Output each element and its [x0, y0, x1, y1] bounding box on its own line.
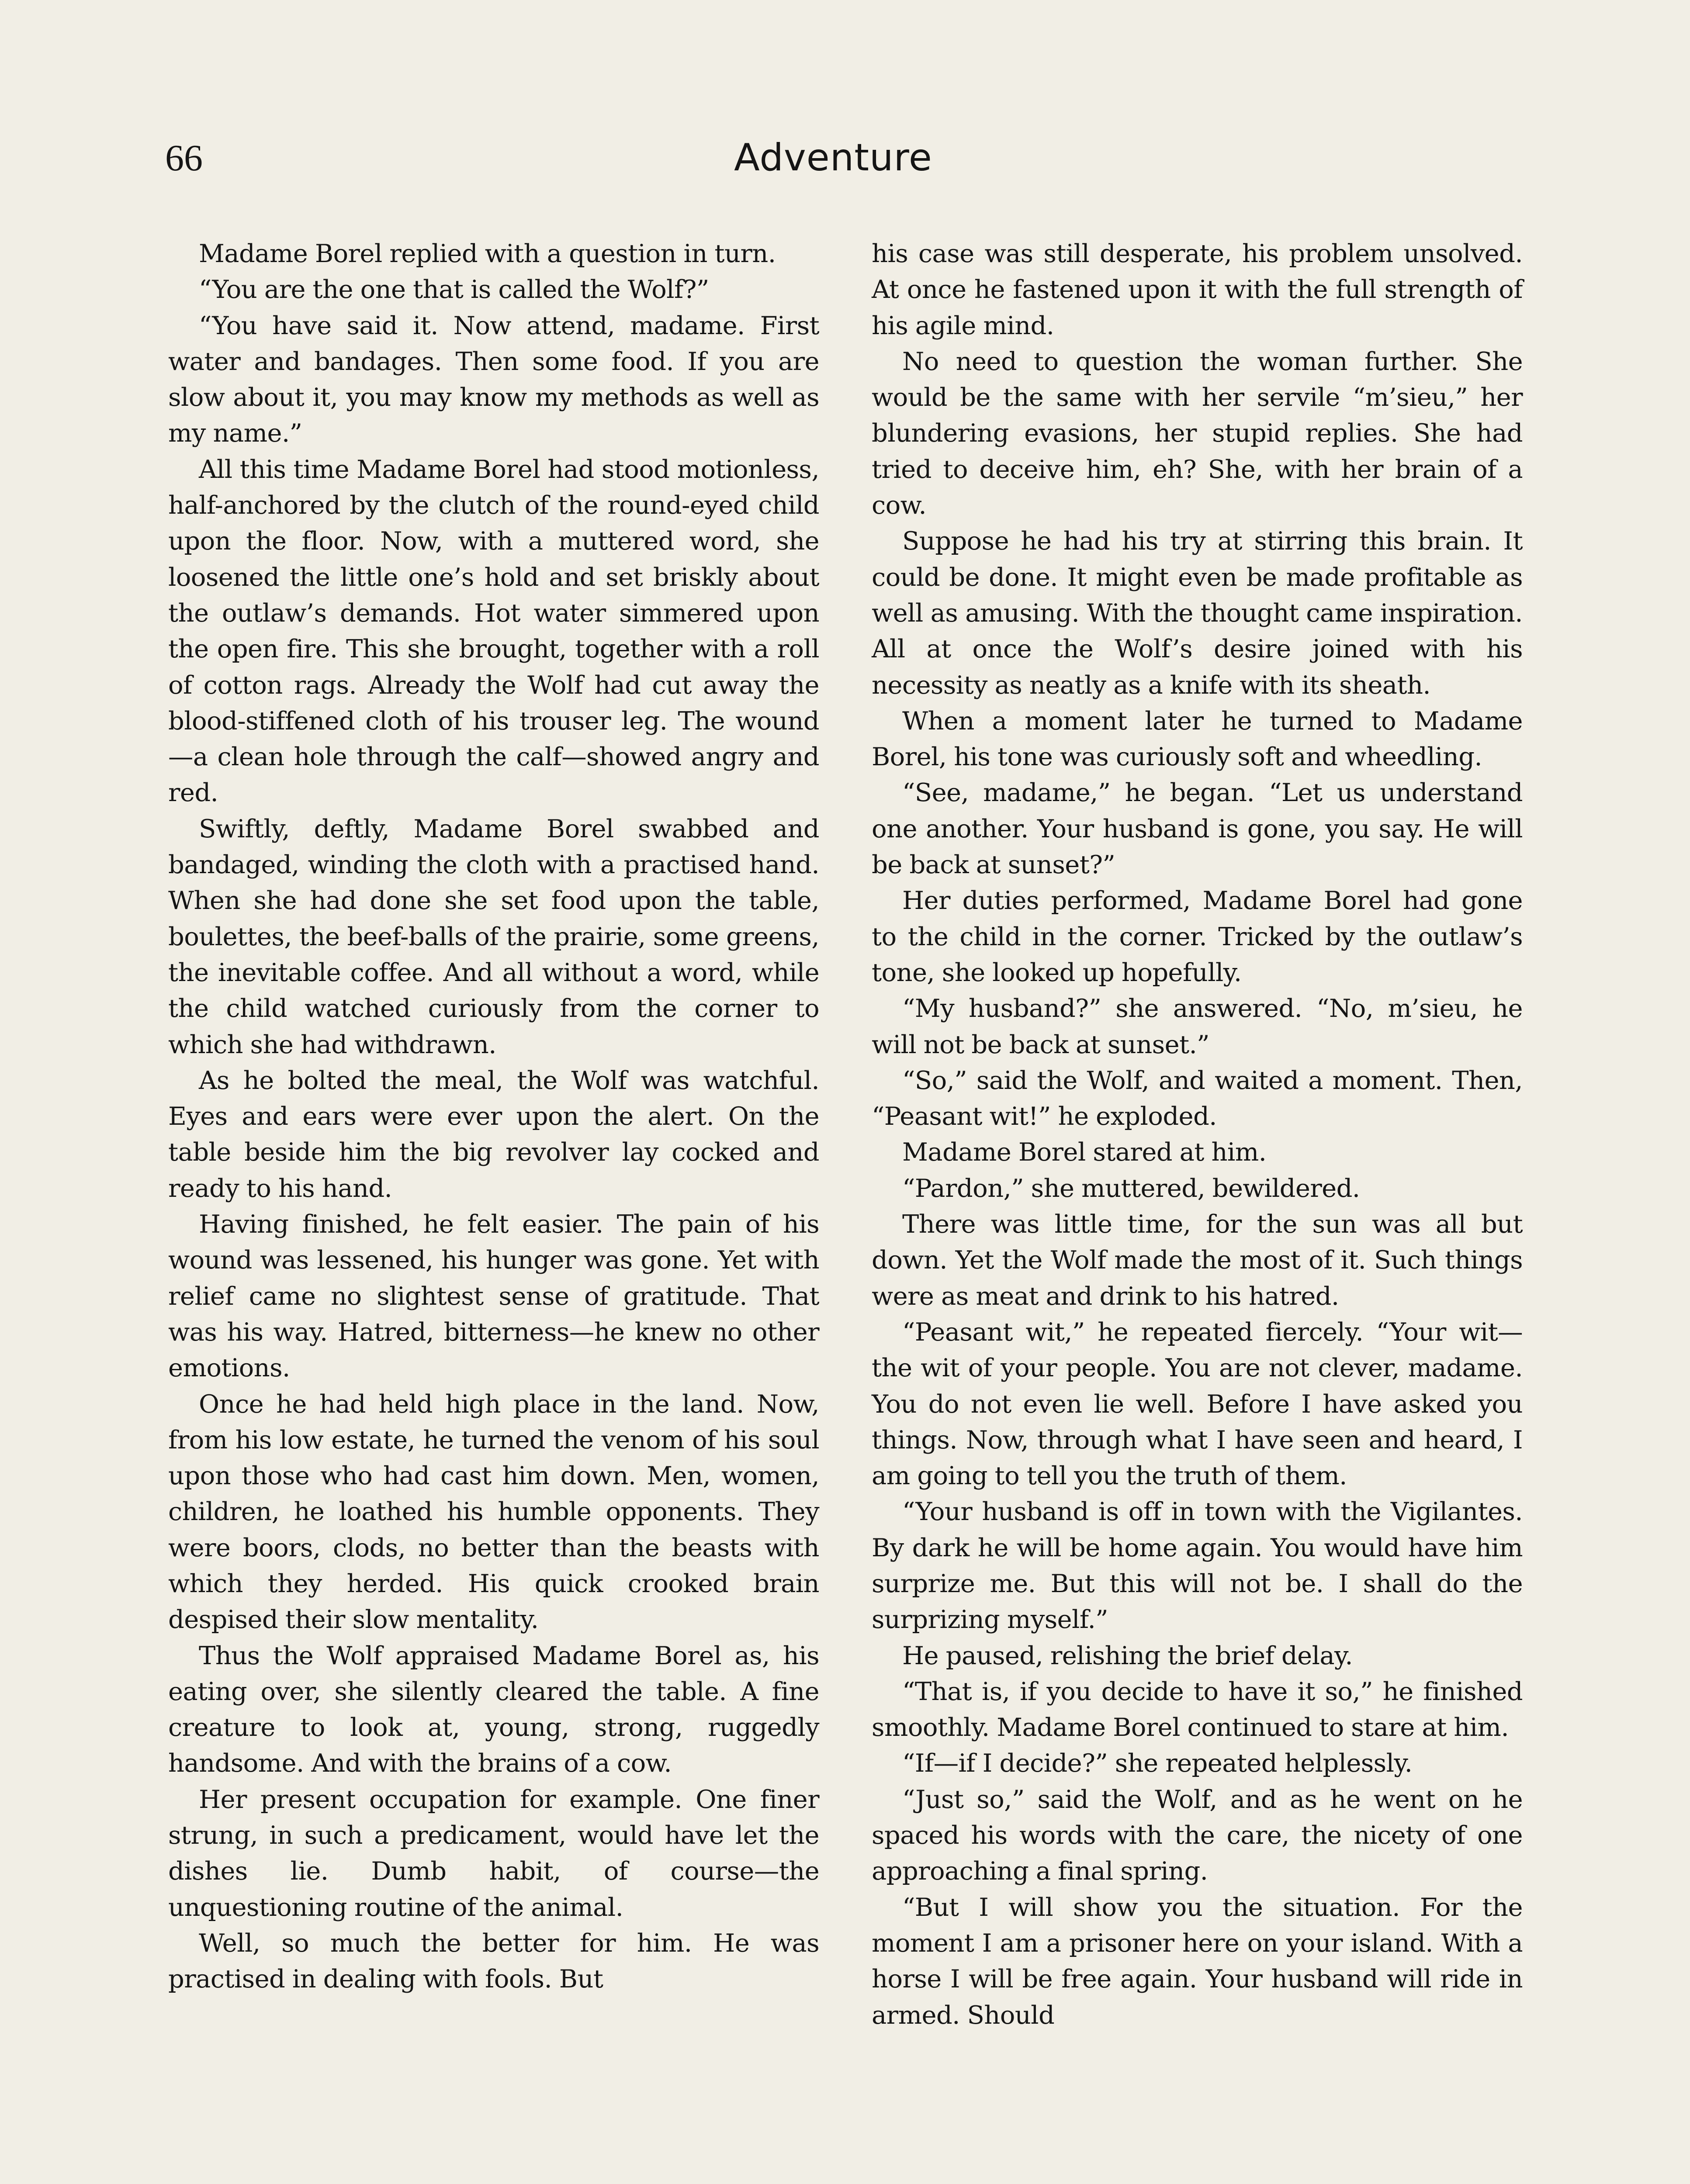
paragraph: All this time Madame Borel had stood motionless, half-anchored by the clutch of the round-eyed child upon the floor. Now, with a muttered word, she loosened the little one’s hold and set briskly about the outlaw’s demands. Hot water simmered upon the open fire. This she brought, together with a roll of cotton rags. Already the Wolf had cut away the blood-stiffened cloth of his trouser leg. The wound—a clean hole through the calf—showed angry and red. [168, 454, 819, 808]
paragraph: Her present occupation for example. One finer strung, in such a predicament, would have let the dishes lie. Dumb habit, of course—the unquestioning routine of the animal. [168, 1784, 819, 1922]
paragraph: Having finished, he felt easier. The pain of his wound was lessened, his hunger was gone. Yet with relief came no slightest sense of gratitude. That was his way. Hatred, bitterness—he knew no other emotions. [168, 1209, 819, 1383]
paragraph: Suppose he had his try at stirring this brain. It could be done. It might even be made profitable as well as amusing. With the thought came inspiration. All at once the Wolf’s desire joined with his necessity as neatly as a knife with its sheath. [872, 526, 1523, 700]
page-number: 66 [165, 137, 203, 179]
paragraph: Her duties performed, Madame Borel had gone to the child in the corner. Tricked by the outlaw’s tone, she looked up hopefully. [872, 886, 1523, 987]
right-column [872, 236, 1523, 2033]
paragraph: “You have said it. Now attend, madame. First water and bandages. Then some food. If you are slow about it, you may know my methods as well as my name.” [168, 311, 819, 448]
paragraph: Swiftly, deftly, Madame Borel swabbed and bandaged, winding the cloth with a practised hand. When she had done she set food upon the table, boulettes, the beef-balls of the prairie, some greens, the inevitable coffee. And all without a word, while the child watched curiously from the corner to which she had withdrawn. [168, 814, 819, 1059]
paragraph: “Just so,” said the Wolf, and as he went on he spaced his words with the care, the nicety of one approaching a final spring. [872, 1784, 1523, 1886]
paragraph: Once he had held high place in the land. Now, from his low estate, he turned the venom of his soul upon those who had cast him down. Men, women, children, he loathed his humble opponents. They were boors, clods, no better than the beasts with which they herded. His quick crooked brain despised their slow mentality. [168, 1389, 819, 1635]
paragraph: Well, so much the better for him. He was practised in dealing with fools. But [168, 1928, 819, 1994]
running-head-title: Adventure [734, 136, 932, 180]
paragraph: “Peasant wit,” he repeated fiercely. “Your wit—the wit of your people. You are not clever, madame. You do not even lie well. Before I have asked you things. Now, through what I have seen and heard, I am going to tell you the truth of them. [872, 1317, 1523, 1491]
paragraph: “If—if I decide?” she repeated helplessly. [902, 1749, 1413, 1778]
paragraph: Thus the Wolf appraised Madame Borel as, his eating over, she silently cleared the table. A fine creature to look at, young, strong, ruggedly handsome. And with the brains of a cow. [168, 1641, 819, 1778]
paragraph: “But I will show you the situation. For the moment I am a prisoner here on your island. With a horse I will be free again. Your husband will ride in armed. Should [872, 1892, 1523, 2030]
paragraph: “That is, if you decide to have it so,” he finished smoothly. Madame Borel continued to stare at him. [872, 1676, 1523, 1742]
paragraph: “Your husband is off in town with the Vigilantes. By dark he will be home again. You would have him surprize me. But this will not be. I shall do the surprizing myself.” [872, 1497, 1523, 1635]
paragraph: “Pardon,” she muttered, bewildered. [902, 1173, 1360, 1203]
paragraph: When a moment later he turned to Madame Borel, his tone was curiously soft and wheedling. [872, 706, 1523, 772]
paragraph: “You are the one that is called the Wolf?” [199, 275, 709, 304]
paragraph: Madame Borel replied with a question in turn. [199, 239, 776, 268]
paragraph: “So,” said the Wolf, and waited a moment. Then, “Peasant wit!” he exploded. [872, 1065, 1523, 1131]
paragraph: There was little time, for the sun was all but down. Yet the Wolf made the most of it. Such things were as meat and drink to his hatred. [872, 1209, 1523, 1311]
paragraph: As he bolted the meal, the Wolf was watchful. Eyes and ears were ever upon the alert. On the table beside him the big revolver lay cocked and ready to his hand. [168, 1065, 819, 1203]
paragraph: He paused, relishing the brief delay. [902, 1641, 1353, 1670]
paragraph: Madame Borel stared at him. [902, 1137, 1267, 1167]
paragraph: “See, madame,” he began. “Let us understand one another. Your husband is gone, you say. He will be back at sunset?” [872, 778, 1523, 880]
paragraph: “My husband?” she answered. “No, m’sieu, he will not be back at sunset.” [872, 994, 1523, 1059]
paragraph: No need to question the woman further. She would be the same with her servile “m’sieu,” her blundering evasions, her stupid replies. She had tried to deceive him, eh? She, with her brain of a cow. [872, 346, 1523, 520]
left-column [168, 236, 819, 1997]
paragraph: his case was still desperate, his problem unsolved. At once he fastened upon it with the full strength of his agile mind. [872, 239, 1523, 340]
